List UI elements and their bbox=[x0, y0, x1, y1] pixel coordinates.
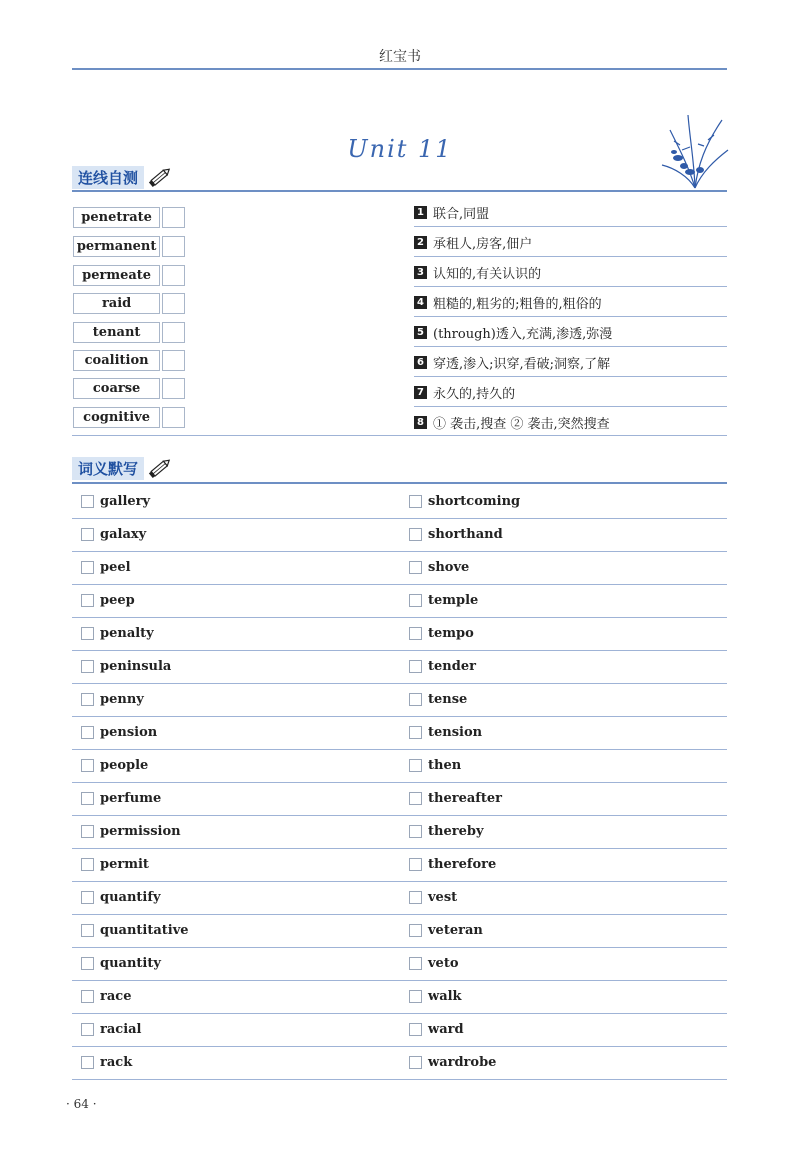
checkbox[interactable] bbox=[81, 660, 94, 673]
match-answer-box[interactable] bbox=[162, 407, 185, 428]
vocab-row bbox=[72, 815, 727, 849]
match-word: tenant bbox=[73, 322, 160, 343]
definition-number: 2 bbox=[414, 236, 427, 249]
vocab-word: tender bbox=[428, 659, 476, 674]
checkbox[interactable] bbox=[81, 561, 94, 574]
match-answer-box[interactable] bbox=[162, 207, 185, 228]
vocab-row bbox=[72, 749, 727, 783]
match-word-box bbox=[73, 236, 185, 257]
unit-title: Unit 11 bbox=[347, 135, 453, 163]
match-word: permanent bbox=[73, 236, 160, 257]
definition-number: 3 bbox=[414, 266, 427, 279]
vocab-word: peep bbox=[100, 593, 135, 608]
vocab-row bbox=[72, 518, 727, 552]
vocab-item bbox=[409, 947, 459, 980]
vocab-word: walk bbox=[428, 989, 462, 1004]
match-word: coalition bbox=[73, 350, 160, 371]
checkbox[interactable] bbox=[409, 495, 422, 508]
vocab-word: shortcoming bbox=[428, 494, 521, 509]
vocab-word: permission bbox=[100, 824, 181, 839]
vocab-row bbox=[72, 716, 727, 750]
vocab-word: vest bbox=[428, 890, 458, 905]
checkbox[interactable] bbox=[81, 495, 94, 508]
definition-text: 穿透,渗入;识穿,看破;洞察,了解 bbox=[433, 356, 611, 372]
match-word-box bbox=[73, 293, 185, 314]
match-answer-box[interactable] bbox=[162, 350, 185, 371]
vocab-row bbox=[72, 782, 727, 816]
definition-number: 8 bbox=[414, 416, 427, 429]
vocab-section-label: 词义默写 bbox=[72, 457, 144, 480]
vocab-word: shorthand bbox=[428, 527, 503, 542]
vocab-item bbox=[409, 485, 520, 518]
checkbox[interactable] bbox=[409, 990, 422, 1003]
vocab-word: penny bbox=[100, 692, 144, 707]
definition-number: 5 bbox=[414, 326, 427, 339]
vocab-item bbox=[81, 617, 154, 650]
checkbox[interactable] bbox=[81, 759, 94, 772]
checkbox[interactable] bbox=[81, 858, 94, 871]
vocab-row bbox=[72, 551, 727, 585]
vocab-row bbox=[72, 914, 727, 948]
vocab-item bbox=[409, 716, 482, 749]
vocab-word: peel bbox=[100, 560, 131, 575]
vocab-row bbox=[72, 1013, 727, 1047]
vocab-item bbox=[409, 584, 478, 617]
vocab-item bbox=[81, 980, 131, 1013]
vocab-word: tempo bbox=[428, 626, 474, 641]
vocab-item bbox=[409, 881, 457, 914]
header-rule bbox=[72, 68, 727, 70]
checkbox[interactable] bbox=[81, 990, 94, 1003]
checkbox[interactable] bbox=[81, 792, 94, 805]
vocab-item bbox=[81, 749, 148, 782]
vocab-item bbox=[81, 551, 131, 584]
checkbox[interactable] bbox=[81, 957, 94, 970]
vocab-row bbox=[72, 980, 727, 1014]
vocab-item bbox=[81, 683, 144, 716]
checkbox[interactable] bbox=[81, 627, 94, 640]
definition-number: 6 bbox=[414, 356, 427, 369]
vocab-item bbox=[81, 584, 135, 617]
vocab-item bbox=[409, 914, 483, 947]
vocab-item bbox=[409, 518, 503, 551]
definition-text: 联合,同盟 bbox=[433, 206, 490, 222]
definition-text: 粗糙的,粗劣的;粗鲁的,粗俗的 bbox=[433, 296, 602, 312]
match-word: raid bbox=[73, 293, 160, 314]
vocab-item bbox=[409, 749, 461, 782]
definition-row bbox=[414, 348, 727, 377]
vocab-row bbox=[72, 1046, 727, 1080]
checkbox[interactable] bbox=[409, 891, 422, 904]
vocab-word: rack bbox=[100, 1055, 133, 1070]
checkbox[interactable] bbox=[409, 924, 422, 937]
vocab-word: race bbox=[100, 989, 132, 1004]
checkbox[interactable] bbox=[81, 528, 94, 541]
vocab-word: temple bbox=[428, 593, 479, 608]
vocab-row bbox=[72, 881, 727, 915]
vocab-word: permit bbox=[100, 857, 149, 872]
vocab-word: quantify bbox=[100, 890, 161, 905]
vocab-word: thereby bbox=[428, 824, 484, 839]
checkbox[interactable] bbox=[81, 693, 94, 706]
vocab-word: tension bbox=[428, 725, 483, 740]
page-header-title: 红宝书 bbox=[379, 49, 421, 65]
match-word-box bbox=[73, 207, 185, 228]
pencil-icon bbox=[148, 166, 172, 188]
match-answer-box[interactable] bbox=[162, 236, 185, 257]
vocab-row bbox=[72, 617, 727, 651]
checkbox[interactable] bbox=[81, 891, 94, 904]
vocab-item bbox=[409, 980, 462, 1013]
vocab-item bbox=[409, 848, 496, 881]
vocab-item bbox=[409, 617, 474, 650]
match-word-box bbox=[73, 322, 185, 343]
vocab-word: peninsula bbox=[100, 659, 172, 674]
vocab-row bbox=[72, 584, 727, 618]
vocab-item bbox=[81, 947, 161, 980]
definition-row bbox=[414, 408, 727, 436]
checkbox[interactable] bbox=[409, 825, 422, 838]
vocab-word: people bbox=[100, 758, 149, 773]
definition-row bbox=[414, 198, 727, 227]
checkbox[interactable] bbox=[81, 594, 94, 607]
definition-number: 7 bbox=[414, 386, 427, 399]
match-word-box bbox=[73, 407, 185, 428]
vocab-row bbox=[72, 683, 727, 717]
vocab-word: thereafter bbox=[428, 791, 502, 806]
definition-text: (through)透入,充满,渗透,弥漫 bbox=[433, 326, 613, 342]
match-answer-box[interactable] bbox=[162, 378, 185, 399]
page-number: · 64 · bbox=[66, 1097, 97, 1111]
checkbox[interactable] bbox=[409, 858, 422, 871]
vocab-word: shove bbox=[428, 560, 470, 575]
checkbox[interactable] bbox=[409, 660, 422, 673]
definition-row bbox=[414, 228, 727, 257]
orchid-illustration bbox=[660, 110, 730, 190]
vocab-item bbox=[409, 1013, 464, 1046]
vocab-word: then bbox=[428, 758, 462, 773]
vocab-item bbox=[81, 716, 157, 749]
matching-section-title bbox=[72, 166, 172, 188]
vocab-word: pension bbox=[100, 725, 158, 740]
vocab-word: veteran bbox=[428, 923, 483, 938]
match-word-box bbox=[73, 378, 185, 399]
checkbox[interactable] bbox=[81, 825, 94, 838]
match-word: penetrate bbox=[73, 207, 160, 228]
vocab-item bbox=[409, 1046, 496, 1079]
checkbox[interactable] bbox=[409, 1056, 422, 1069]
definition-row bbox=[414, 318, 727, 347]
definition-text: ① 袭击,搜查 ② 袭击,突然搜查 bbox=[433, 416, 610, 432]
checkbox[interactable] bbox=[409, 759, 422, 772]
definition-row bbox=[414, 288, 727, 317]
vocab-word: wardrobe bbox=[428, 1055, 497, 1070]
checkbox[interactable] bbox=[81, 1056, 94, 1069]
match-answer-box[interactable] bbox=[162, 293, 185, 314]
vocab-word: therefore bbox=[428, 857, 497, 872]
definition-text: 认知的,有关认识的 bbox=[433, 266, 542, 282]
match-answer-box[interactable] bbox=[162, 322, 185, 343]
checkbox[interactable] bbox=[409, 726, 422, 739]
match-word-box bbox=[73, 265, 185, 286]
checkbox[interactable] bbox=[409, 693, 422, 706]
vocab-word: galaxy bbox=[100, 527, 147, 542]
definition-number: 4 bbox=[414, 296, 427, 309]
vocab-row bbox=[72, 485, 727, 519]
vocab-item bbox=[81, 518, 146, 551]
vocab-word: racial bbox=[100, 1022, 142, 1037]
vocab-item bbox=[81, 782, 161, 815]
checkbox[interactable] bbox=[409, 594, 422, 607]
match-word-box bbox=[73, 350, 185, 371]
vocab-word: tense bbox=[428, 692, 468, 707]
checkbox[interactable] bbox=[409, 1023, 422, 1036]
vocab-item bbox=[81, 485, 150, 518]
checkbox[interactable] bbox=[81, 1023, 94, 1036]
vocab-word: gallery bbox=[100, 494, 151, 509]
pencil-icon bbox=[148, 457, 172, 479]
definition-text: 承租人,房客,佃户 bbox=[433, 236, 533, 252]
vocab-row bbox=[72, 947, 727, 981]
checkbox[interactable] bbox=[409, 561, 422, 574]
vocab-word: quantitative bbox=[100, 923, 189, 938]
vocab-item bbox=[81, 881, 161, 914]
vocab-item bbox=[409, 815, 484, 848]
match-word: coarse bbox=[73, 378, 160, 399]
vocab-item bbox=[81, 1046, 132, 1079]
vocab-item bbox=[409, 551, 469, 584]
vocab-word: penalty bbox=[100, 626, 154, 641]
vocab-item bbox=[81, 815, 181, 848]
vocab-word: perfume bbox=[100, 791, 162, 806]
checkbox[interactable] bbox=[409, 627, 422, 640]
definition-text: 永久的,持久的 bbox=[433, 386, 516, 402]
vocab-row bbox=[72, 848, 727, 882]
checkbox[interactable] bbox=[409, 528, 422, 541]
matching-bottom-rule bbox=[72, 435, 727, 436]
definition-row bbox=[414, 258, 727, 287]
matching-section-label: 连线自测 bbox=[72, 166, 144, 189]
definition-row bbox=[414, 378, 727, 407]
checkbox[interactable] bbox=[81, 726, 94, 739]
match-answer-box[interactable] bbox=[162, 265, 185, 286]
vocab-item bbox=[81, 1013, 142, 1046]
checkbox[interactable] bbox=[409, 957, 422, 970]
vocab-word: veto bbox=[428, 956, 459, 971]
vocab-item bbox=[81, 650, 171, 683]
vocab-item bbox=[81, 914, 189, 947]
vocab-row bbox=[72, 650, 727, 684]
vocab-word: ward bbox=[428, 1022, 464, 1037]
vocab-item bbox=[409, 683, 467, 716]
checkbox[interactable] bbox=[409, 792, 422, 805]
vocab-section-rule bbox=[72, 482, 727, 484]
match-word: permeate bbox=[73, 265, 160, 286]
checkbox[interactable] bbox=[81, 924, 94, 937]
vocab-item bbox=[409, 782, 502, 815]
match-word: cognitive bbox=[73, 407, 160, 428]
vocab-item bbox=[409, 650, 476, 683]
vocab-item bbox=[81, 848, 149, 881]
vocab-word: quantity bbox=[100, 956, 161, 971]
vocab-section-title bbox=[72, 457, 172, 479]
matching-section-rule bbox=[72, 190, 727, 192]
definition-number: 1 bbox=[414, 206, 427, 219]
